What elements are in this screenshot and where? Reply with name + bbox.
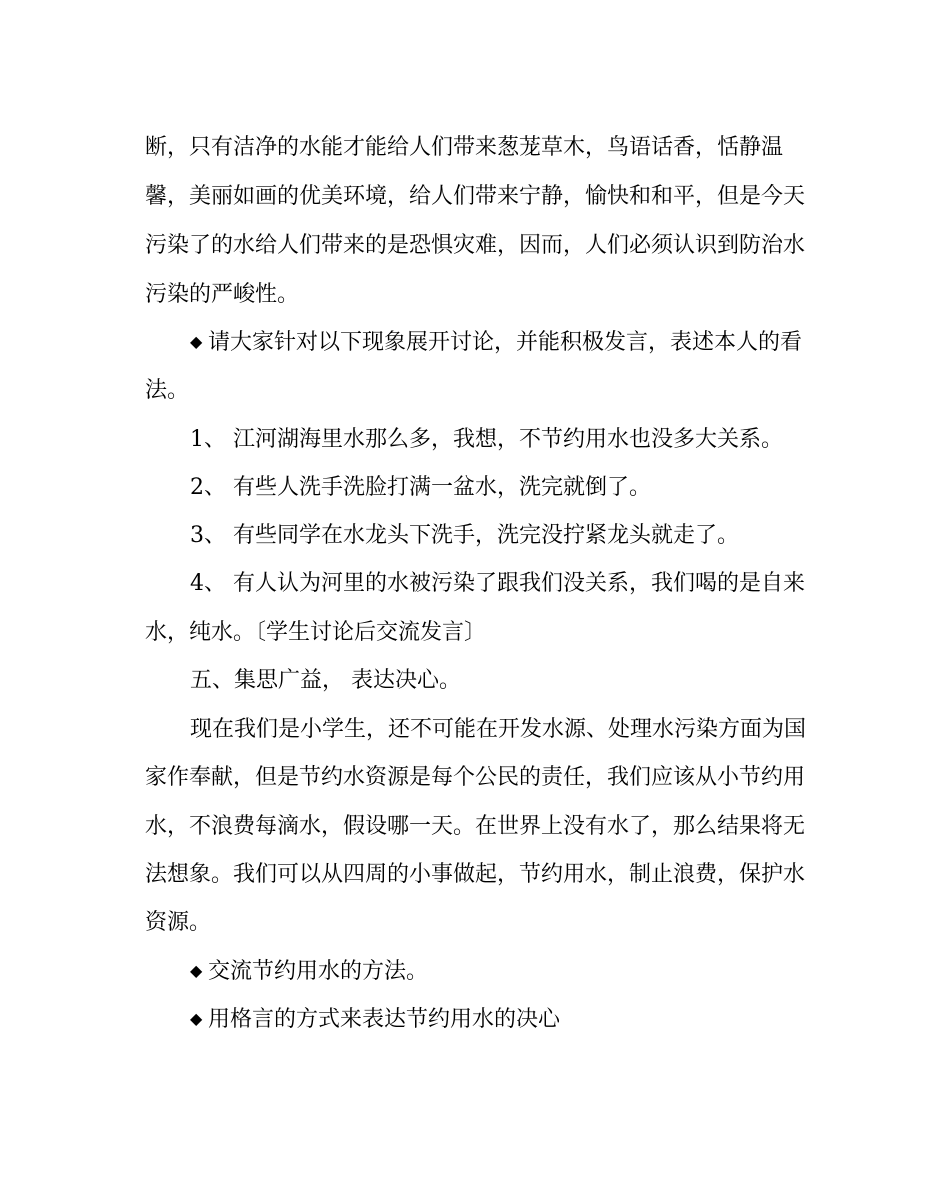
diamond-bullet-icon: ◆ [190, 961, 203, 980]
list-item: 2、 有些人洗手洗脸打满一盆水，洗完就倒了。 [190, 475, 651, 500]
activity-text: 交流节约用水的方法。 [208, 959, 429, 984]
list-item: 3、 有些同学在水龙头下洗手，洗完没拧紧龙头就走了。 [190, 523, 739, 548]
paragraph-line: 水，不浪费每滴水，假设哪一天。在世界上没有水了，那么结果将无 [145, 814, 806, 839]
activity-item [190, 958, 428, 986]
paragraph-line: 污染的严峻性。 [145, 282, 300, 307]
paragraph-line: 馨，美丽如画的优美环境，给人们带来宁静，愉快和和平，但是今天 [145, 184, 806, 209]
paragraph-line: 家作奉献，但是节约水资源是每个公民的责任，我们应该从小节约用 [145, 765, 806, 790]
activity-text: 用格言的方式来表达节约用水的决心 [208, 1007, 561, 1032]
paragraph-line: 断，只有洁净的水能才能给人们带来葱茏草木，鸟语话香，恬静温 [145, 135, 784, 160]
section-heading: 五、集思广益， 表达决心。 [190, 668, 461, 693]
paragraph-line: 资源。 [145, 910, 212, 935]
list-item: 1、 江河湖海里水那么多，我想，不节约用水也没多大关系。 [190, 427, 783, 452]
paragraph-line: 现在我们是小学生，还不可能在开发水源、处理水污染方面为国 [190, 717, 807, 742]
activity-item [190, 1006, 560, 1034]
list-item: 4、 有人认为河里的水被污染了跟我们没关系，我们喝的是自来 [190, 571, 805, 596]
paragraph-line: 法想象。我们可以从四周的小事做起，节约用水，制止浪费，保护水 [145, 862, 806, 887]
diamond-bullet-icon: ◆ [190, 332, 203, 351]
discussion-prompt [190, 329, 802, 357]
discussion-prompt-continuation: 法。 [145, 378, 190, 403]
paragraph-line: 污染了的水给人们带来的是恐惧灾难，因而，人们必须认识到防治水 [145, 233, 806, 258]
discussion-prompt-text: 请大家针对以下现象展开讨论，并能积极发言，表述本人的看 [208, 330, 803, 355]
list-item-continuation: 水，纯水。〔学生讨论后交流发言〕 [145, 620, 487, 645]
diamond-bullet-icon: ◆ [190, 1009, 203, 1028]
